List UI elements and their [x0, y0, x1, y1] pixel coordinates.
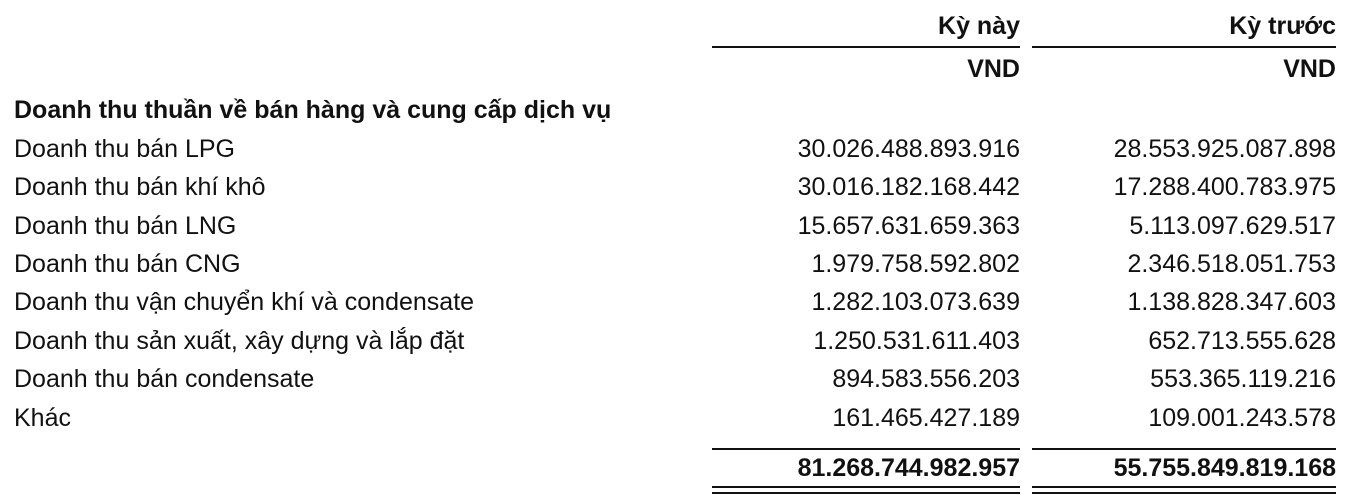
row-previous-value: 28.553.925.087.898 [1113, 135, 1336, 163]
header-rule-previous [1032, 46, 1336, 48]
row-previous-value: 2.346.518.051.753 [1127, 250, 1336, 278]
header-previous-period: Kỳ trước [1229, 12, 1336, 40]
row-current-value: 15.657.631.659.363 [797, 212, 1020, 240]
row-label: Doanh thu sản xuất, xây dựng và lắp đặt [14, 327, 465, 355]
row-current-value: 1.979.758.592.802 [811, 250, 1020, 278]
row-current-value: 30.026.488.893.916 [797, 135, 1020, 163]
row-previous-value: 5.113.097.629.517 [1129, 212, 1336, 240]
row-previous-value: 17.288.400.783.975 [1113, 173, 1336, 201]
total-current-value: 81.268.744.982.957 [797, 454, 1020, 482]
header-current-period: Kỳ này [938, 12, 1020, 40]
row-previous-value: 109.001.243.578 [1148, 404, 1336, 432]
row-previous-value: 553.365.119.216 [1150, 365, 1336, 393]
row-current-value: 30.016.182.168.442 [797, 173, 1020, 201]
total-rule-current [712, 448, 1020, 450]
total-double-rule-current [712, 486, 1020, 494]
row-current-value: 1.282.103.073.639 [811, 288, 1020, 316]
row-previous-value: 652.713.555.628 [1148, 327, 1336, 355]
header-rule-current [712, 46, 1020, 48]
currency-current: VND [967, 55, 1020, 83]
row-label: Doanh thu bán CNG [14, 250, 241, 278]
total-previous-value: 55.755.849.819.168 [1113, 454, 1336, 482]
row-current-value: 894.583.556.203 [832, 365, 1020, 393]
row-label: Doanh thu bán khí khô [14, 173, 266, 201]
row-label: Doanh thu bán condensate [14, 365, 315, 393]
total-rule-previous [1032, 448, 1336, 450]
section-title: Doanh thu thuần về bán hàng và cung cấp dịch vụ [14, 96, 612, 124]
row-current-value: 1.250.531.611.403 [813, 327, 1020, 355]
row-current-value: 161.465.427.189 [832, 404, 1020, 432]
currency-previous: VND [1283, 55, 1336, 83]
total-double-rule-previous [1032, 486, 1336, 494]
row-label: Doanh thu bán LNG [14, 212, 237, 240]
row-label: Doanh thu bán LPG [14, 135, 235, 163]
row-previous-value: 1.138.828.347.603 [1127, 288, 1336, 316]
row-label: Doanh thu vận chuyển khí và condensate [14, 288, 475, 316]
row-label: Khác [14, 404, 71, 432]
